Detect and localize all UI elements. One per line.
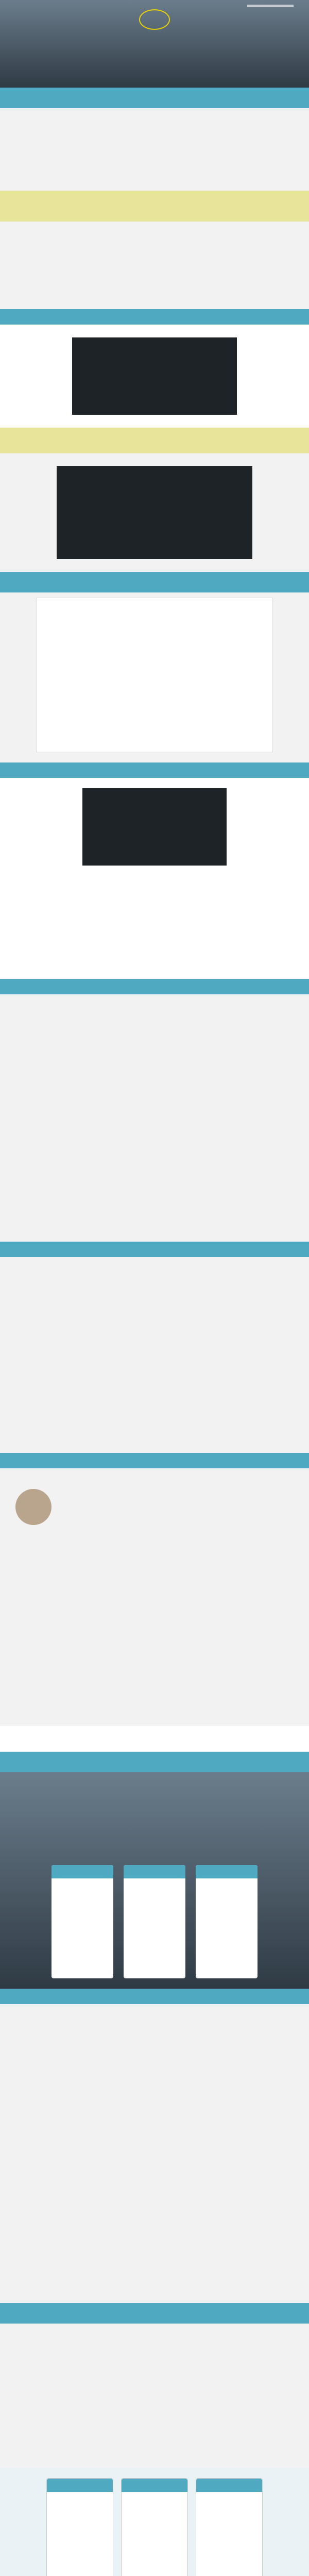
intro-section xyxy=(0,108,309,191)
pricing-section xyxy=(0,2468,309,2576)
video-section-1 xyxy=(0,325,309,428)
section-header-7 xyxy=(0,1752,309,1772)
checklist-section-2 xyxy=(0,2324,309,2468)
quote-band xyxy=(0,191,309,222)
hero-section xyxy=(0,0,309,88)
section-header-6 xyxy=(0,1453,309,1468)
logo[interactable] xyxy=(139,9,170,30)
content-card xyxy=(36,598,273,752)
quote-band-2 xyxy=(0,428,309,453)
section-header-5 xyxy=(0,1242,309,1257)
features-section xyxy=(0,994,309,1242)
section-header-4 xyxy=(0,979,309,994)
section-header-1 xyxy=(0,309,309,325)
hero-banner xyxy=(0,88,309,108)
plan-card[interactable] xyxy=(52,1865,113,1978)
program-section xyxy=(0,2004,309,2303)
section-header-9 xyxy=(0,2303,309,2324)
main-nav[interactable] xyxy=(247,5,294,7)
video-player[interactable] xyxy=(82,788,227,866)
plan-card[interactable] xyxy=(121,2478,188,2576)
coaching-section xyxy=(0,1468,309,1726)
plan-card[interactable] xyxy=(196,2478,263,2576)
video-player[interactable] xyxy=(72,337,237,415)
plan-card[interactable] xyxy=(124,1865,185,1978)
plan-card[interactable] xyxy=(46,2478,113,2576)
section-header-3 xyxy=(0,762,309,778)
checklist-section xyxy=(0,1257,309,1453)
pricing-hero xyxy=(0,1772,309,1989)
content-section-1 xyxy=(0,592,309,762)
video-section-2 xyxy=(0,453,309,572)
testimonial-section xyxy=(0,222,309,309)
avatar xyxy=(15,1489,52,1525)
plan-card[interactable] xyxy=(196,1865,258,1978)
section-header-8 xyxy=(0,1989,309,2004)
section-header-2 xyxy=(0,572,309,592)
video-section-3 xyxy=(0,778,309,876)
video-player[interactable] xyxy=(57,466,252,559)
